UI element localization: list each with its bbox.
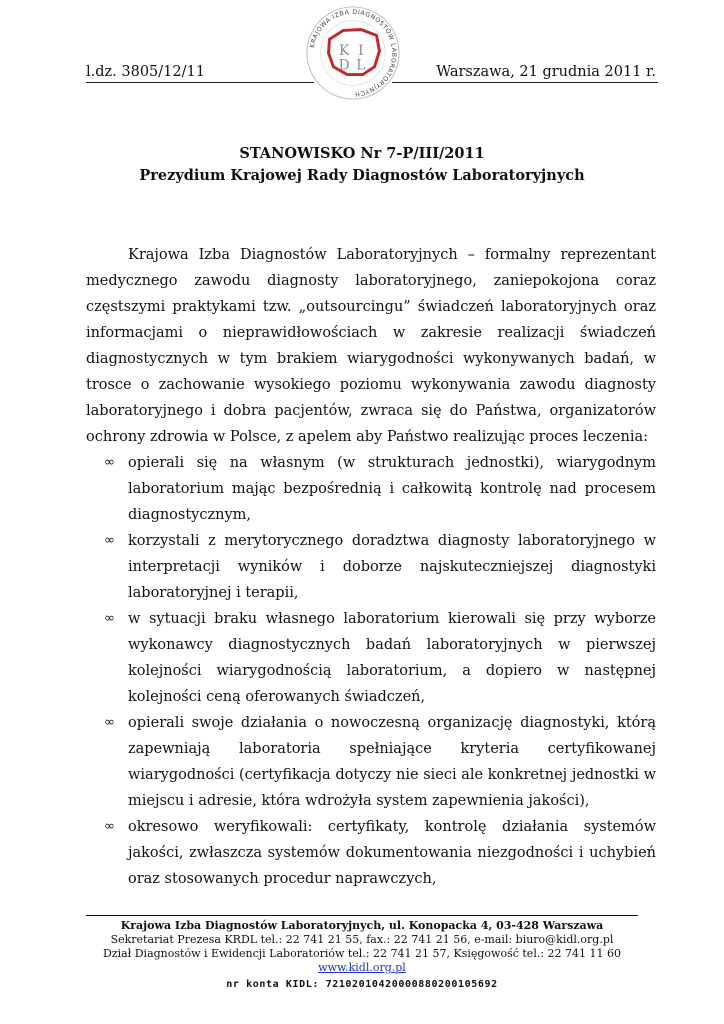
bank-account: nr konta KIDL: 72102010420000880200105692: [226, 979, 498, 990]
list-item: ∞ korzystali z merytorycznego doradztwa diagnosty laboratoryjnego w interpretacji wyników i doborze najskuteczniejszej diagnostyki laboratoryjnej i terapii,: [86, 528, 656, 606]
poland-outline-icon: [329, 29, 380, 74]
kidl-logo: [304, 4, 402, 102]
document-title: STANOWISKO Nr 7-P/III/2011: [239, 145, 485, 162]
place-date: Warszawa, 21 grudnia 2011 r.: [436, 64, 656, 80]
svg-text:KRAJOWA IZBA DIAGNOSTÓW LABORA: KRAJOWA IZBA DIAGNOSTÓW LABORATORYJNYCH: [309, 8, 398, 98]
svg-text:D: D: [338, 57, 350, 74]
footer-address: Krajowa Izba Diagnostów Laboratoryjnych, ul. Konopacka 4, 03-428 Warszawa: [120, 919, 604, 932]
header-rule-right: [392, 82, 658, 83]
intro-paragraph: Krajowa Izba Diagnostów Laboratoryjnych – formalny reprezentant medycznego zawodu diagnosty laboratoryjnego, zaniepokojona coraz częstszymi praktykami tzw. „outsourcingu” świadczeń laboratoryjnych oraz informacjami o nieprawidłowościach w zakresie realizacji świadczeń diagnostycznych w tym brakiem wiarygodności wykonywanych badań, w trosce o zachowanie wysokiego poziomu wykonywania zawodu diagnosty laboratoryjnego i dobra pacjentów, zwraca się do Państwa, organizatorów ochrony zdrowia w Polsce, z apelem aby Państwo realizując proces leczenia:: [86, 247, 656, 445]
reference-number: l.dz. 3805/12/11: [86, 64, 205, 80]
infinity-bullet-icon: ∞: [104, 819, 115, 834]
infinity-bullet-icon: ∞: [104, 533, 115, 548]
footer-departments: Dział Diagnostów i Ewidencji Laboratoriów tel.: 22 741 21 57, Księgowość tel.: 22 741 11 60: [102, 947, 622, 960]
svg-text:I: I: [358, 42, 364, 59]
appeal-list: [86, 450, 656, 892]
list-item: ∞ w sytuacji braku własnego laboratorium kierowali się przy wyborze wykonawcy diagnostycznych badań laboratoryjnych w pierwszej kolejności wiarygodnością laboratorium, a dopiero w następnej kolejności ceną oferowanych świadczeń,: [86, 606, 656, 710]
infinity-bullet-icon: ∞: [104, 611, 115, 626]
document-body: [86, 242, 656, 892]
infinity-bullet-icon: ∞: [104, 715, 115, 730]
header-rule-left: [86, 82, 314, 83]
list-item: ∞ opierali swoje działania o nowoczesną organizację diagnostyki, którą zapewniają laboratoria spełniające kryteria certyfikowanej wiarygodności (certyfikacja dotyczy nie sieci ale konkretnej jednostki w miejscu i adresie, która wdrożyła system zapewnienia jakości),: [86, 710, 656, 814]
infinity-bullet-icon: ∞: [104, 455, 115, 470]
website-link[interactable]: www.kidl.org.pl: [318, 961, 406, 974]
document-subtitle: Prezydium Krajowej Rady Diagnostów Laboratoryjnych: [139, 167, 585, 184]
svg-text:K: K: [339, 42, 350, 59]
svg-text:L: L: [356, 57, 366, 74]
list-item: ∞ opierali się na własnym (w strukturach jednostki), wiarygodnym laboratorium mając bezpośrednią i całkowitą kontrolę nad procesem diagnostycznym,: [86, 450, 656, 528]
footer-rule: [86, 915, 638, 916]
footer-secretariat: Sekretariat Prezesa KRDL tel.: 22 741 21 55, fax.: 22 741 21 56, e-mail: biuro@kidl.org.pl: [110, 933, 614, 946]
list-item: ∞ okresowo weryfikowali: certyfikaty, kontrolę działania systemów jakości, zwłaszcza systemów dokumentowania niezgodności i uchybień oraz stosowanych procedur naprawczych,: [86, 814, 656, 892]
